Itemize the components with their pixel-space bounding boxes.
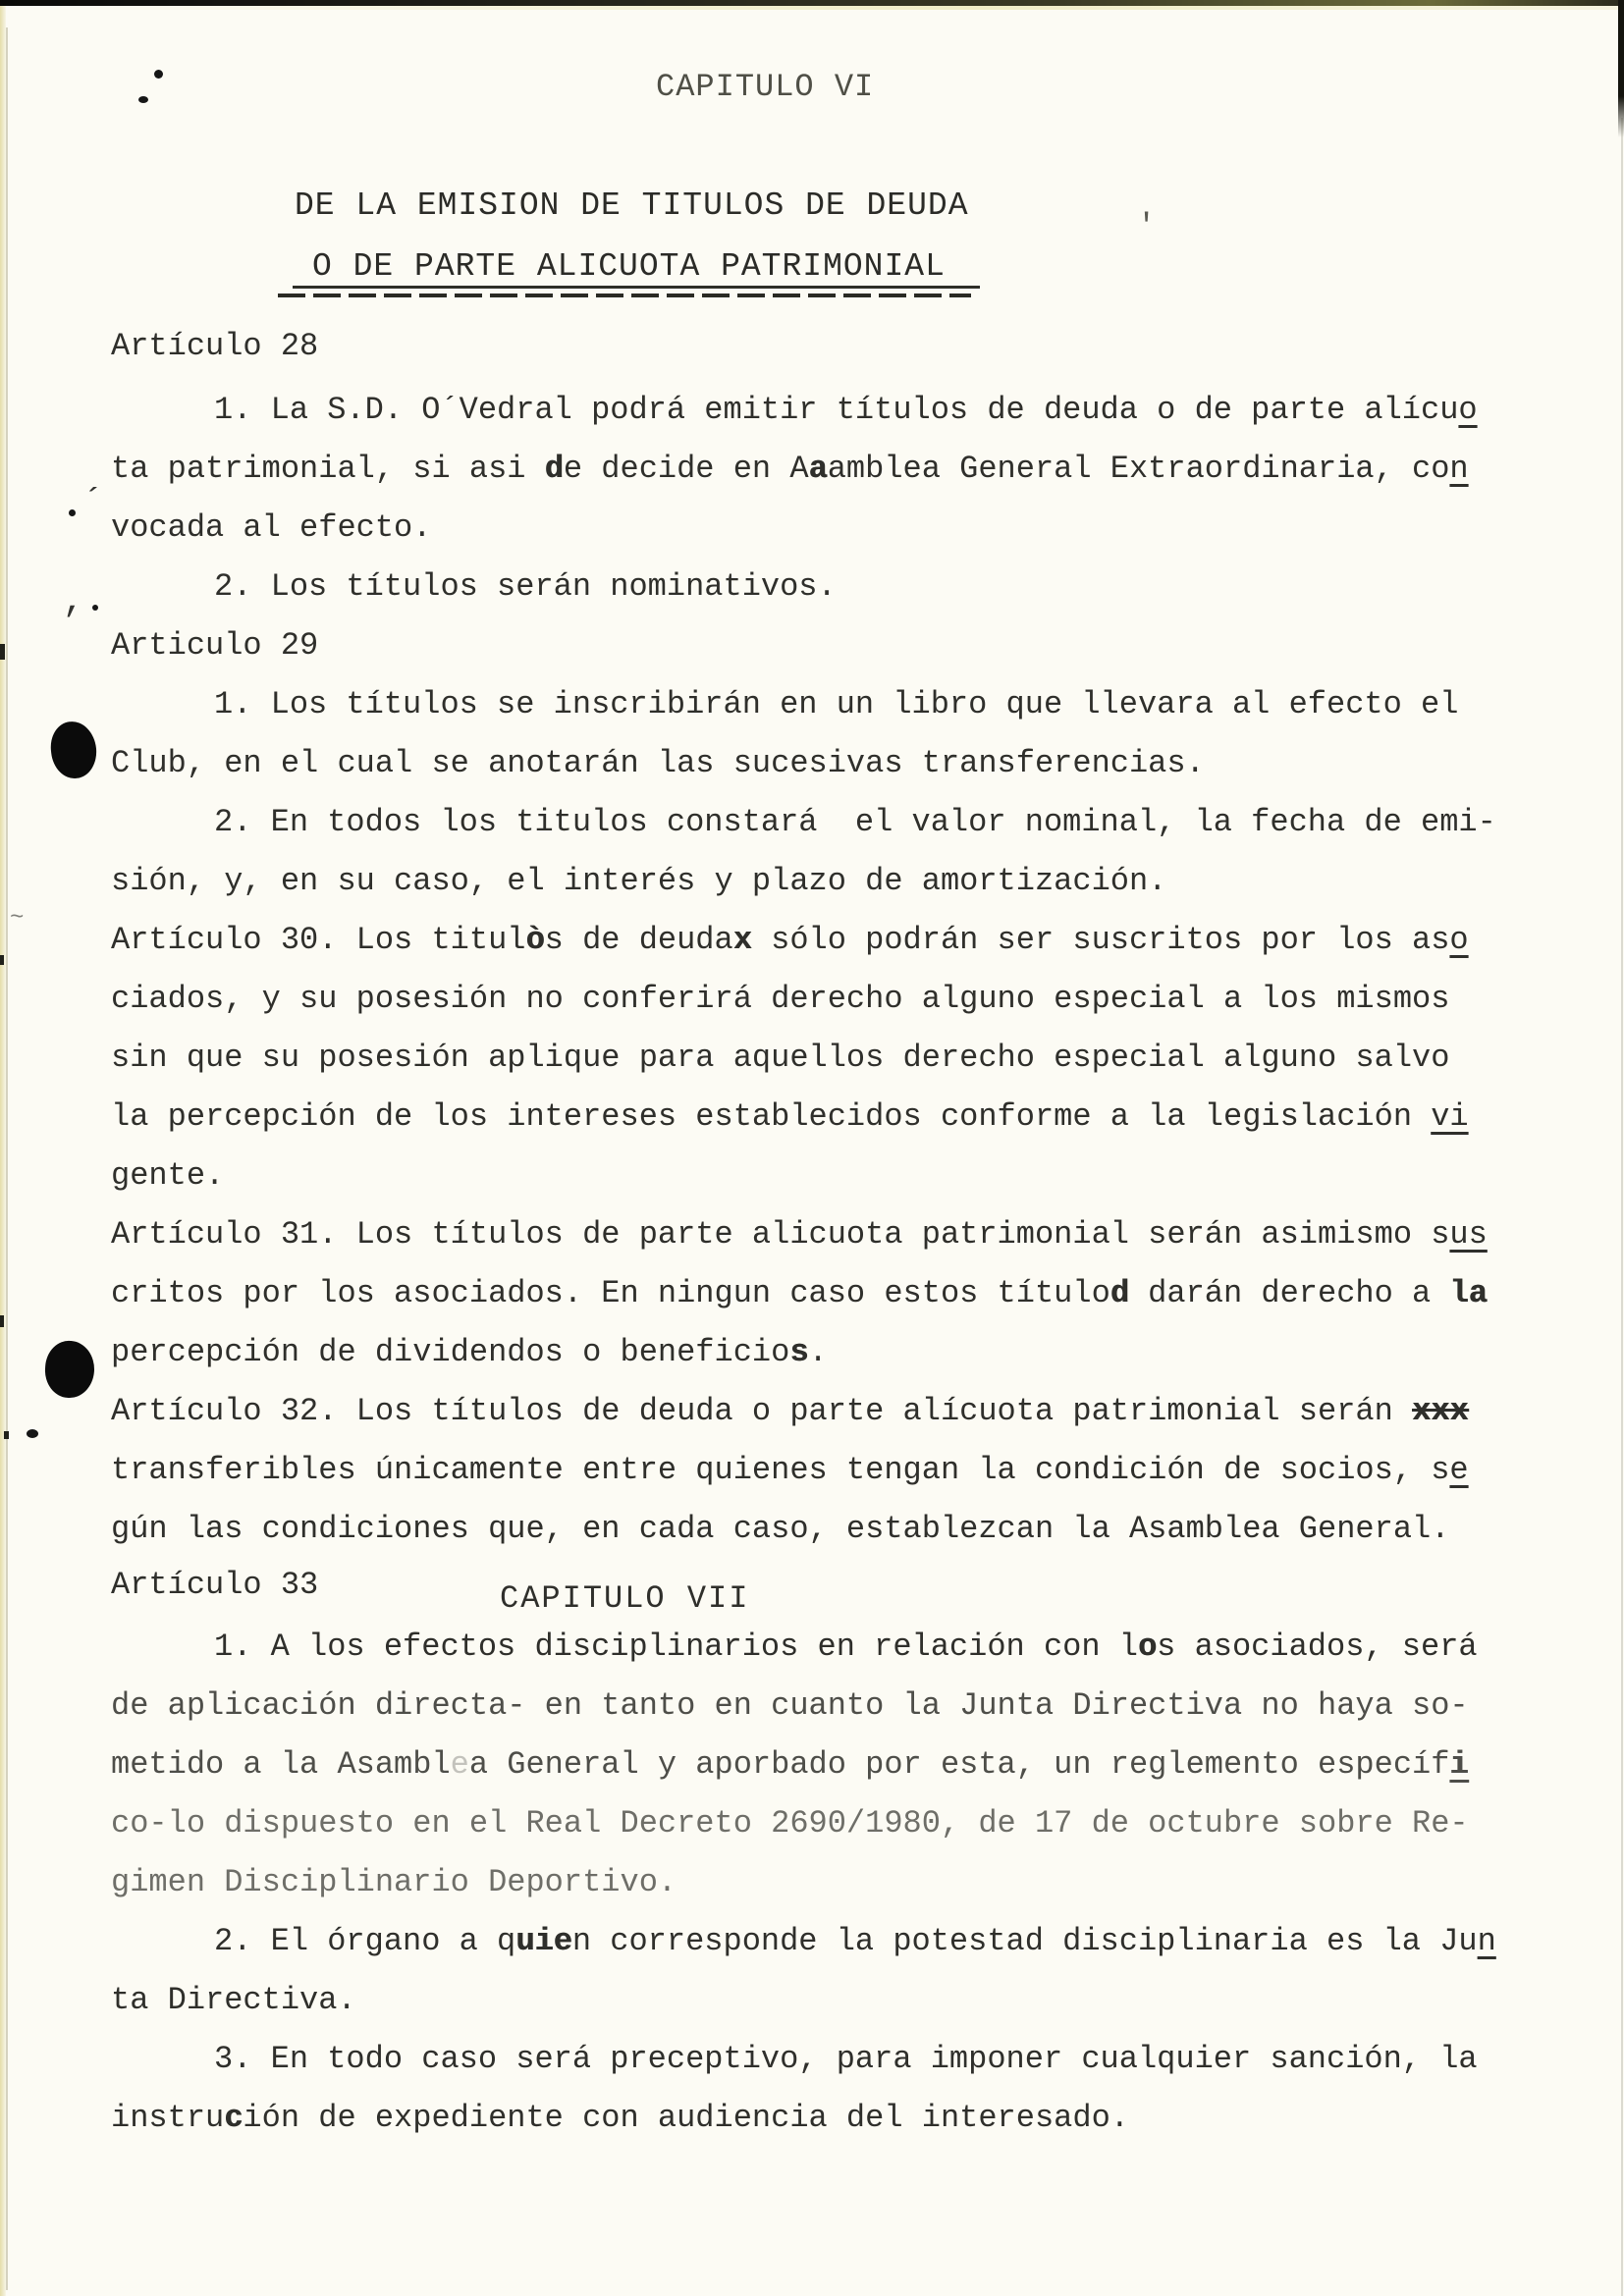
text-line-11: Artículo 30. Los titulòs de deudax sólo podrán ser suscritos por los aso — [111, 922, 1469, 958]
stray-mark: ~ — [10, 905, 25, 932]
text-line-4: vocada al efecto. — [111, 509, 432, 546]
text-line-9: 2. En todos los titulos constará el valor nominal, la fecha de emi- — [214, 804, 1496, 840]
text-line-29: ta Directiva. — [111, 1982, 356, 2018]
text-line-26: co-lo dispuesto en el Real Decreto 2690/1980, de 17 de octubre sobre Re- — [111, 1805, 1469, 1842]
scan-edge-right-faint — [1621, 118, 1623, 2296]
title-line-2: O DE PARTE ALICUOTA PATRIMONIAL — [312, 248, 946, 285]
text-line-28: 2. El órgano a quien corresponde la potestad disciplinaria es la Jun — [214, 1923, 1496, 1959]
ink-speck — [154, 70, 163, 79]
ink-speck — [27, 1429, 38, 1438]
text-line-12: ciados, y su posesión no conferirá derecho alguno especial a los mismos — [111, 981, 1450, 1017]
edge-tick — [4, 1431, 9, 1439]
text-line-24: de aplicación directa- en tanto en cuanto la Junta Directiva no haya so- — [111, 1687, 1469, 1724]
text-line-18: percepción de dividendos o beneficios. — [111, 1334, 828, 1370]
edge-tick — [0, 1315, 4, 1327]
text-line-8: Club, en el cual se anotarán las sucesivas transferencias. — [111, 745, 1205, 781]
scan-edge-left-line — [6, 27, 8, 2290]
scan-edge-top-halo — [0, 6, 1624, 10]
text-line-17: critos por los asociados. En ningun caso estos títulod darán derecho a la — [111, 1275, 1488, 1311]
edge-tick — [0, 644, 5, 660]
ink-blot — [48, 720, 99, 780]
text-line-21: gún las condiciones que, en cada caso, establezcan la Asamblea General. — [111, 1511, 1450, 1547]
text-line-5: 2. Los títulos serán nominativos. — [214, 568, 837, 605]
ink-speck — [69, 509, 76, 516]
text-line-1: Artículo 28 — [111, 328, 319, 364]
text-line-2: 1. La S.D. O´Vedral podrá emitir títulos de deuda o de parte alícuo — [214, 392, 1478, 428]
text-line-7: 1. Los títulos se inscribirán en un libro que llevara al efecto el — [214, 686, 1459, 722]
ink-speck — [92, 605, 98, 611]
stray-mark: ' — [1137, 208, 1157, 244]
scan-edge-right — [1618, 0, 1624, 137]
text-line-3: ta patrimonial, si asi de decide en Aaamblea General Extraordinaria, con — [111, 451, 1469, 487]
ink-blot — [43, 1339, 96, 1399]
text-line-19: Artículo 32. Los títulos de deuda o parte alícuota patrimonial serán xxx — [111, 1393, 1469, 1429]
title-line-1: DE LA EMISION DE TITULOS DE DEUDA — [295, 187, 969, 224]
text-line-20: transferibles únicamente entre quienes tengan la condición de socios, se — [111, 1452, 1469, 1488]
text-line-13: sin que su posesión aplique para aquellos derecho especial alguno salvo — [111, 1040, 1450, 1076]
title-underline-solid — [293, 286, 980, 289]
text-line-22: Artículo 33 CAPITULO VII — [111, 1567, 750, 1617]
text-line-31: instrución de expediente con audiencia del interesado. — [111, 2100, 1129, 2136]
text-line-27: gimen Disciplinario Deportivo. — [111, 1864, 677, 1900]
text-line-16: Artículo 31. Los títulos de parte alicuota patrimonial serán asimismo sus — [111, 1216, 1488, 1253]
stray-mark: ´ — [82, 483, 104, 523]
ink-speck — [138, 96, 148, 103]
stray-mark: , — [63, 581, 84, 621]
text-line-25: metido a la Asamblea General y aporbado por esta, un reglemento específi — [111, 1746, 1469, 1783]
text-line-14: la percepción de los intereses establecidos conforme a la legislación vi — [111, 1098, 1469, 1135]
text-line-23: 1. A los efectos disciplinarios en relación con los asociados, será — [214, 1629, 1478, 1665]
chapter-vii-heading: CAPITULO VII — [500, 1580, 750, 1617]
text-line-15: gente. — [111, 1157, 225, 1194]
edge-tick — [0, 955, 4, 965]
text-line-10: sión, y, en su caso, el interés y plazo de amortización. — [111, 863, 1167, 899]
text-line-30: 3. En todo caso será preceptivo, para imponer cualquier sanción, la — [214, 2041, 1478, 2077]
text-line-6: Articulo 29 — [111, 627, 319, 664]
chapter-heading: CAPITULO VI — [656, 69, 875, 105]
title-underline-broken — [278, 294, 971, 297]
